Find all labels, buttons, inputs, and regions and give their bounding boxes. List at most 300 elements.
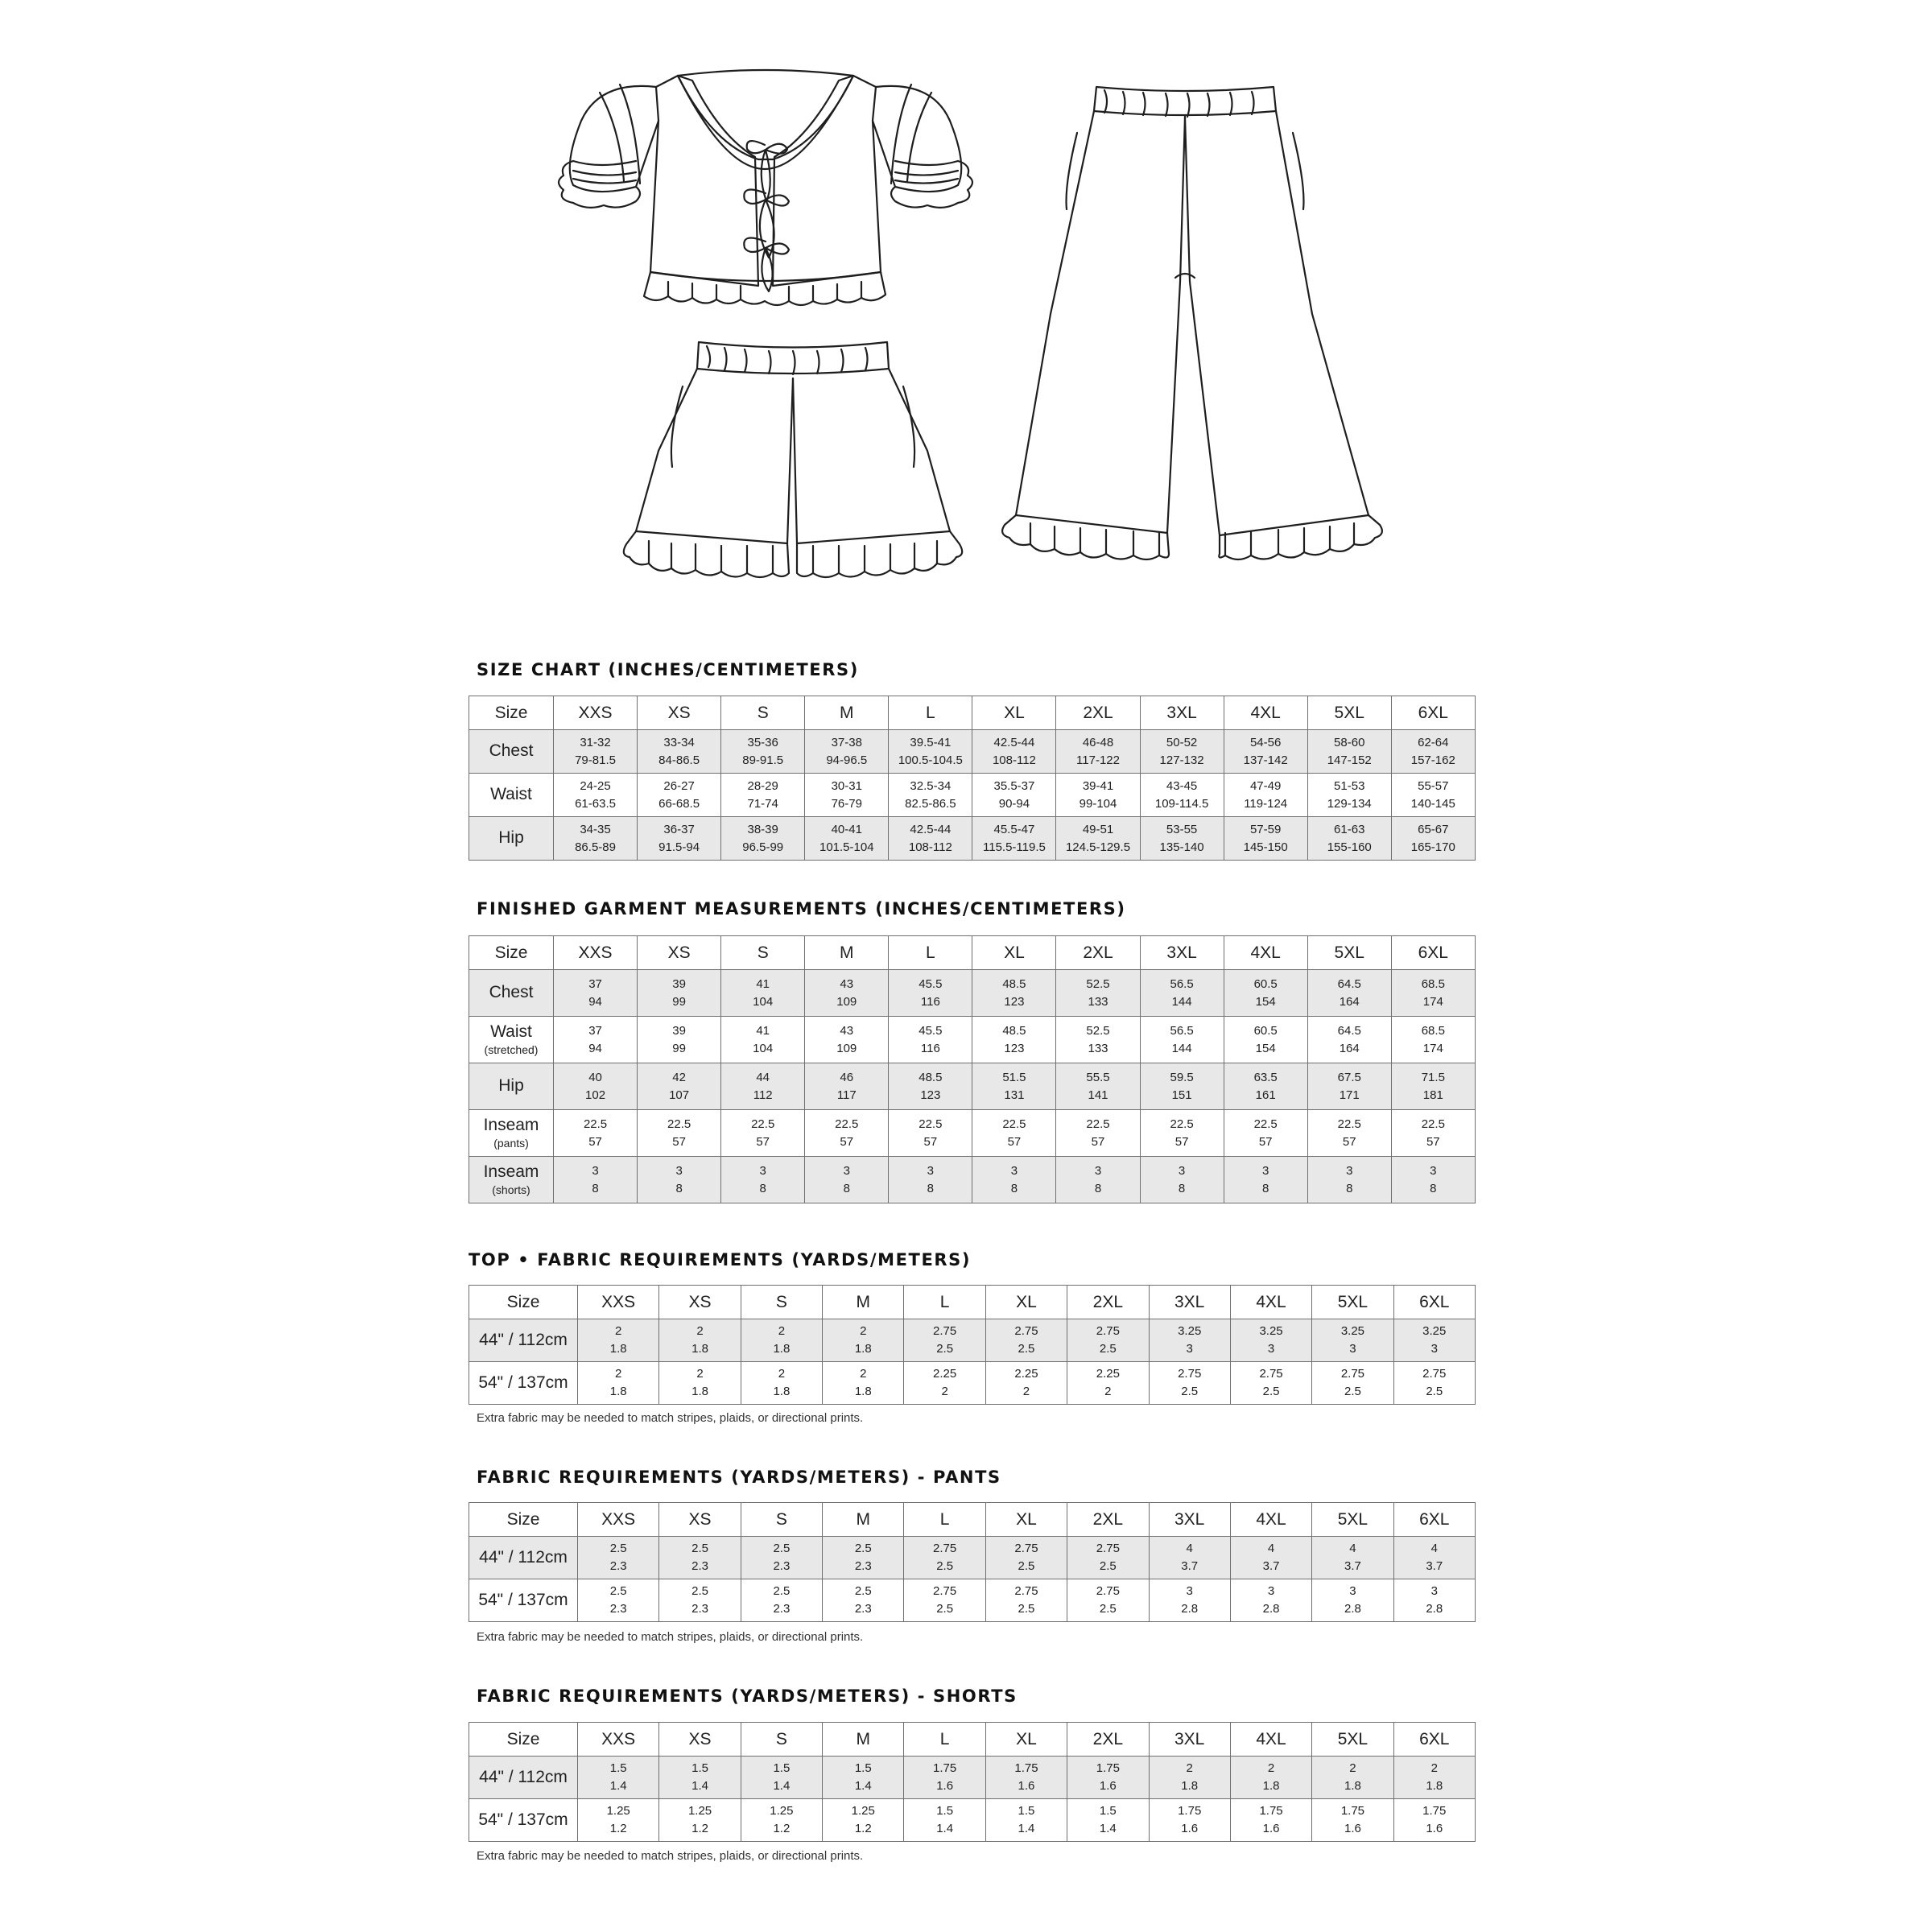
row-label: [469, 1537, 578, 1579]
imperial-value: 1.75: [1340, 1804, 1365, 1818]
measurement-cell: [1149, 1579, 1230, 1622]
metric-value: 57: [1426, 1134, 1440, 1149]
metric-value: 2.8: [1344, 1602, 1361, 1616]
size-header-label: Size: [469, 1286, 578, 1319]
metric-value: 129-134: [1327, 796, 1372, 811]
measurement-cell: [638, 1110, 721, 1157]
size-column-header: 5XL: [1312, 1503, 1393, 1537]
size-column-header: 5XL: [1307, 696, 1391, 730]
row-label-note: (stretched): [484, 1043, 539, 1057]
row-label-text: 54" / 137cm: [478, 1590, 568, 1609]
imperial-value: 31-32: [580, 735, 611, 749]
measurement-cell: [985, 1537, 1067, 1579]
imperial-value: 48.5: [1002, 1023, 1026, 1038]
row-label: [469, 774, 554, 817]
imperial-value: 33-34: [663, 735, 695, 749]
measurement-cell: [972, 730, 1056, 774]
row-label: [469, 817, 554, 861]
row-label-text: Chest: [489, 983, 534, 1002]
measurement-cell: [554, 970, 638, 1017]
measurement-cell: [638, 970, 721, 1017]
metric-value: 61-63.5: [575, 796, 616, 811]
metric-value: 116: [920, 1041, 940, 1055]
measurement-cell: [972, 1110, 1056, 1157]
metric-value: 2.5: [936, 1342, 954, 1356]
size-column-header: 3XL: [1149, 1286, 1230, 1319]
imperial-value: 1.5: [936, 1804, 954, 1818]
imperial-value: 2.75: [933, 1584, 957, 1599]
imperial-value: 46-48: [1082, 735, 1114, 749]
metric-value: 2.5: [1018, 1559, 1035, 1573]
imperial-value: 1.75: [1259, 1804, 1283, 1818]
measurement-cell: [1056, 1157, 1140, 1203]
imperial-value: 1.25: [770, 1804, 794, 1818]
measurement-cell: [889, 730, 972, 774]
metric-value: 151: [1171, 1088, 1192, 1102]
metric-value: 165-170: [1410, 840, 1455, 854]
imperial-value: 45.5: [919, 1023, 943, 1038]
size-column-header: 6XL: [1393, 1503, 1475, 1537]
table-row: [469, 1799, 1476, 1842]
imperial-value: 3: [1349, 1584, 1356, 1599]
metric-value: 2.3: [691, 1559, 708, 1573]
measurement-cell: [889, 1017, 972, 1063]
imperial-value: 2.75: [1096, 1324, 1120, 1339]
metric-value: 109: [836, 994, 857, 1009]
metric-value: 131: [1004, 1088, 1025, 1102]
imperial-value: 3.25: [1178, 1324, 1202, 1339]
imperial-value: 39.5-41: [910, 735, 952, 749]
size-column-header: S: [721, 936, 805, 970]
measurement-cell: [904, 1319, 985, 1362]
imperial-value: 44: [756, 1070, 770, 1084]
measurement-cell: [721, 1063, 805, 1110]
imperial-value: 24-25: [580, 778, 611, 793]
size-column-header: 2XL: [1056, 696, 1140, 730]
metric-value: 2.5: [1262, 1385, 1280, 1398]
imperial-value: 2: [1186, 1761, 1193, 1776]
imperial-value: 32.5-34: [910, 778, 952, 793]
measurement-cell: [1224, 1157, 1307, 1203]
table-header-row: [469, 1723, 1476, 1757]
metric-value: 2.8: [1181, 1602, 1199, 1616]
imperial-value: 37: [588, 1023, 602, 1038]
metric-value: 84-86.5: [658, 753, 700, 767]
measurement-cell: [1230, 1799, 1311, 1842]
metric-value: 2.3: [773, 1602, 791, 1616]
measurement-cell: [659, 1757, 741, 1799]
table-row: [469, 817, 1476, 861]
measurement-cell: [889, 970, 972, 1017]
measurement-cell: [1149, 1757, 1230, 1799]
row-label-text: Inseam: [483, 1162, 539, 1182]
table-row: [469, 1537, 1476, 1579]
size-column-header: XS: [659, 1723, 741, 1757]
imperial-value: 1.75: [1178, 1804, 1202, 1818]
metric-value: 1.8: [1181, 1779, 1199, 1793]
metric-value: 1.8: [773, 1342, 791, 1356]
metric-value: 96.5-99: [742, 840, 784, 854]
measurement-cell: [985, 1362, 1067, 1405]
table-row: [469, 1319, 1476, 1362]
imperial-value: 2.75: [1340, 1367, 1365, 1381]
measurement-cell: [638, 774, 721, 817]
metric-value: 79-81.5: [575, 753, 616, 767]
metric-value: 171: [1339, 1088, 1360, 1102]
metric-value: 8: [759, 1181, 766, 1195]
imperial-value: 22.5: [919, 1117, 943, 1131]
imperial-value: 2.75: [1014, 1584, 1038, 1599]
metric-value: 157-162: [1410, 753, 1455, 767]
size-column-header: XS: [638, 696, 721, 730]
table-row: [469, 970, 1476, 1017]
row-label: [469, 1799, 578, 1842]
size-column-header: XXS: [578, 1503, 659, 1537]
size-column-header: 4XL: [1230, 1503, 1311, 1537]
measurement-cell: [1224, 970, 1307, 1017]
imperial-value: 3: [1346, 1163, 1353, 1178]
measurement-cell: [1056, 1063, 1140, 1110]
imperial-value: 3: [759, 1163, 766, 1178]
measurement-cell: [823, 1537, 904, 1579]
imperial-value: 22.5: [835, 1117, 859, 1131]
measurement-cell: [1056, 970, 1140, 1017]
size-column-header: S: [741, 1286, 822, 1319]
row-label-text: Inseam: [483, 1116, 539, 1135]
imperial-value: 26-27: [663, 778, 695, 793]
imperial-value: 2.5: [773, 1542, 791, 1556]
imperial-value: 22.5: [1170, 1117, 1194, 1131]
metric-value: 2.8: [1262, 1602, 1280, 1616]
imperial-value: 65-67: [1418, 822, 1449, 836]
size-header-label: Size: [469, 936, 554, 970]
measurement-cell: [985, 1799, 1067, 1842]
metric-value: 1.6: [1018, 1779, 1035, 1793]
size-column-header: 6XL: [1391, 696, 1475, 730]
finished-garment-title: FINISHED GARMENT MEASUREMENTS (INCHES/CENTIMETERS): [477, 899, 1126, 919]
metric-value: 8: [1178, 1181, 1186, 1195]
metric-value: 115.5-119.5: [983, 840, 1046, 854]
top-fabric-title: TOP • FABRIC REQUIREMENTS (YARDS/METERS): [469, 1250, 972, 1269]
imperial-value: 22.5: [583, 1117, 608, 1131]
imperial-value: 4: [1430, 1542, 1438, 1556]
measurement-cell: [805, 730, 889, 774]
imperial-value: 22.5: [1002, 1117, 1026, 1131]
size-column-header: 2XL: [1056, 936, 1140, 970]
size-column-header: S: [741, 1503, 822, 1537]
imperial-value: 1.75: [933, 1761, 957, 1776]
measurement-cell: [972, 970, 1056, 1017]
measurement-cell: [805, 817, 889, 861]
measurement-cell: [972, 774, 1056, 817]
metric-value: 8: [1346, 1181, 1353, 1195]
row-label: [469, 1362, 578, 1405]
metric-value: 2.3: [854, 1602, 872, 1616]
measurement-cell: [1056, 1017, 1140, 1063]
measurement-cell: [1140, 970, 1224, 1017]
metric-value: 3.7: [1344, 1559, 1361, 1573]
metric-value: 91.5-94: [658, 840, 700, 854]
size-header-label: Size: [469, 1723, 578, 1757]
pants-fabric-table: [469, 1502, 1476, 1622]
measurement-cell: [1391, 730, 1475, 774]
measurement-cell: [1307, 1063, 1391, 1110]
imperial-value: 3: [1430, 1163, 1437, 1178]
size-column-header: XL: [985, 1723, 1067, 1757]
imperial-value: 45.5: [919, 976, 943, 991]
metric-value: 133: [1088, 994, 1108, 1009]
imperial-value: 2: [860, 1324, 867, 1339]
imperial-value: 2.25: [1014, 1367, 1038, 1381]
measurement-cell: [1307, 817, 1391, 861]
metric-value: 144: [1171, 994, 1192, 1009]
measurement-cell: [721, 970, 805, 1017]
imperial-value: 41: [756, 976, 770, 991]
metric-value: 101.5-104: [819, 840, 874, 854]
metric-value: 140-145: [1410, 796, 1455, 811]
table-header-row: [469, 1286, 1476, 1319]
measurement-cell: [741, 1362, 822, 1405]
imperial-value: 42.5-44: [910, 822, 952, 836]
metric-value: 174: [1422, 994, 1443, 1009]
imperial-value: 2.25: [933, 1367, 957, 1381]
metric-value: 57: [672, 1134, 686, 1149]
measurement-cell: [1067, 1757, 1149, 1799]
metric-value: 123: [1004, 994, 1025, 1009]
imperial-value: 4: [1349, 1542, 1356, 1556]
measurement-cell: [638, 1063, 721, 1110]
imperial-value: 49-51: [1082, 822, 1114, 836]
metric-value: 2.5: [1344, 1385, 1361, 1398]
metric-value: 2.5: [1181, 1385, 1199, 1398]
imperial-value: 1.25: [851, 1804, 875, 1818]
metric-value: 119-124: [1244, 796, 1288, 811]
metric-value: 124.5-129.5: [1065, 840, 1131, 854]
imperial-value: 2.75: [933, 1542, 957, 1556]
size-column-header: M: [805, 936, 889, 970]
metric-value: 137-142: [1243, 753, 1288, 767]
imperial-value: 43: [840, 976, 854, 991]
imperial-value: 3: [1267, 1584, 1275, 1599]
top-fabric-table: [469, 1285, 1476, 1405]
imperial-value: 58-60: [1334, 735, 1365, 749]
imperial-value: 59.5: [1170, 1070, 1194, 1084]
metric-value: 2: [1022, 1385, 1030, 1398]
imperial-value: 34-35: [580, 822, 611, 836]
metric-value: 3: [1186, 1342, 1193, 1356]
imperial-value: 53-55: [1166, 822, 1198, 836]
imperial-value: 3: [1178, 1163, 1186, 1178]
imperial-value: 47-49: [1249, 778, 1282, 793]
imperial-value: 22.5: [1253, 1117, 1278, 1131]
measurement-cell: [1149, 1537, 1230, 1579]
metric-value: 104: [753, 1041, 774, 1055]
metric-value: 8: [1261, 1181, 1269, 1195]
imperial-value: 2.5: [773, 1584, 791, 1599]
measurement-cell: [1230, 1757, 1311, 1799]
measurement-cell: [659, 1799, 741, 1842]
garment-illustrations: [0, 0, 1932, 612]
metric-value: 100.5-104.5: [898, 753, 963, 767]
measurement-cell: [1067, 1319, 1149, 1362]
imperial-value: 3: [843, 1163, 850, 1178]
measurement-cell: [1067, 1799, 1149, 1842]
measurement-cell: [972, 1157, 1056, 1203]
metric-value: 90-94: [998, 796, 1030, 811]
measurement-cell: [1067, 1537, 1149, 1579]
metric-value: 1.6: [1426, 1822, 1443, 1835]
metric-value: 99: [672, 1041, 686, 1055]
metric-value: 1.4: [691, 1779, 708, 1793]
shorts-fabric-title: FABRIC REQUIREMENTS (YARDS/METERS) - SHORTS: [477, 1686, 1018, 1706]
measurement-cell: [1140, 730, 1224, 774]
imperial-value: 63.5: [1253, 1070, 1278, 1084]
measurement-cell: [1307, 730, 1391, 774]
measurement-cell: [1149, 1799, 1230, 1842]
size-column-header: XS: [638, 936, 721, 970]
size-column-header: XL: [972, 696, 1056, 730]
metric-value: 1.2: [609, 1822, 627, 1835]
measurement-cell: [1307, 970, 1391, 1017]
measurement-cell: [659, 1537, 741, 1579]
metric-value: 94: [588, 1041, 602, 1055]
metric-value: 3: [1267, 1342, 1275, 1356]
row-label: [469, 730, 554, 774]
metric-value: 82.5-86.5: [905, 796, 956, 811]
imperial-value: 1.5: [1018, 1804, 1035, 1818]
imperial-value: 45.5-47: [993, 822, 1035, 836]
size-column-header: L: [889, 936, 972, 970]
measurement-cell: [1230, 1362, 1311, 1405]
row-label: [469, 1110, 554, 1157]
row-label-text: 44" / 112cm: [479, 1547, 568, 1567]
measurement-cell: [1393, 1537, 1475, 1579]
measurement-cell: [578, 1579, 659, 1622]
measurement-cell: [638, 817, 721, 861]
metric-value: 2.5: [936, 1559, 954, 1573]
size-column-header: XXS: [578, 1723, 659, 1757]
top-fabric-note: Extra fabric may be needed to match stripes, plaids, or directional prints.: [477, 1411, 864, 1425]
size-column-header: XS: [659, 1503, 741, 1537]
imperial-value: 28-29: [747, 778, 778, 793]
measurement-cell: [805, 1063, 889, 1110]
table-row: [469, 1017, 1476, 1063]
metric-value: 1.8: [1426, 1779, 1443, 1793]
metric-value: 117-122: [1076, 753, 1120, 767]
size-chart-title: SIZE CHART (INCHES/CENTIMETERS): [477, 660, 859, 679]
row-label: [469, 970, 554, 1017]
measurement-cell: [1056, 1110, 1140, 1157]
size-column-header: XXS: [578, 1286, 659, 1319]
metric-value: 116: [920, 994, 940, 1009]
metric-value: 108-112: [992, 753, 1036, 767]
measurement-cell: [1224, 817, 1307, 861]
imperial-value: 22.5: [1421, 1117, 1445, 1131]
measurement-cell: [638, 1157, 721, 1203]
metric-value: 8: [1094, 1181, 1102, 1195]
measurement-cell: [805, 970, 889, 1017]
metric-value: 107: [669, 1088, 690, 1102]
metric-value: 57: [1342, 1134, 1356, 1149]
measurement-cell: [1224, 1110, 1307, 1157]
imperial-value: 2: [696, 1324, 704, 1339]
metric-value: 2.5: [1099, 1559, 1117, 1573]
size-header-label: Size: [469, 1503, 578, 1537]
metric-value: 57: [923, 1134, 938, 1149]
imperial-value: 2: [615, 1324, 622, 1339]
metric-value: 2.5: [936, 1602, 954, 1616]
metric-value: 76-79: [831, 796, 862, 811]
row-label-text: Waist: [490, 785, 532, 804]
row-label: [469, 1319, 578, 1362]
measurement-cell: [904, 1537, 985, 1579]
metric-value: 109: [836, 1041, 857, 1055]
metric-value: 2.3: [609, 1559, 627, 1573]
measurement-cell: [823, 1319, 904, 1362]
size-column-header: M: [823, 1723, 904, 1757]
metric-value: 117: [836, 1088, 857, 1102]
measurement-cell: [1393, 1579, 1475, 1622]
measurement-cell: [1391, 774, 1475, 817]
imperial-value: 4: [1186, 1542, 1193, 1556]
metric-value: 1.4: [936, 1822, 954, 1835]
imperial-value: 1.5: [609, 1761, 627, 1776]
measurement-cell: [1224, 1063, 1307, 1110]
metric-value: 1.2: [854, 1822, 872, 1835]
imperial-value: 3.25: [1259, 1324, 1283, 1339]
measurement-cell: [1312, 1579, 1393, 1622]
size-column-header: 2XL: [1067, 1723, 1149, 1757]
imperial-value: 2.5: [691, 1542, 708, 1556]
metric-value: 2: [941, 1385, 948, 1398]
imperial-value: 62-64: [1418, 735, 1449, 749]
measurement-cell: [554, 817, 638, 861]
measurement-cell: [805, 1017, 889, 1063]
metric-value: 2.5: [1099, 1342, 1117, 1356]
metric-value: 145-150: [1243, 840, 1288, 854]
size-column-header: L: [889, 696, 972, 730]
metric-value: 1.6: [1099, 1779, 1117, 1793]
metric-value: 89-91.5: [742, 753, 784, 767]
measurement-cell: [578, 1799, 659, 1842]
metric-value: 1.2: [773, 1822, 791, 1835]
metric-value: 3.7: [1426, 1559, 1443, 1573]
metric-value: 141: [1088, 1088, 1108, 1102]
size-column-header: XS: [659, 1286, 741, 1319]
imperial-value: 52.5: [1086, 1023, 1110, 1038]
measurement-cell: [741, 1319, 822, 1362]
measurement-cell: [1307, 774, 1391, 817]
measurement-cell: [904, 1799, 985, 1842]
imperial-value: 2: [1267, 1761, 1275, 1776]
metric-value: 144: [1171, 1041, 1192, 1055]
measurement-cell: [904, 1579, 985, 1622]
size-column-header: 5XL: [1307, 936, 1391, 970]
metric-value: 1.8: [854, 1342, 872, 1356]
table-row: [469, 1362, 1476, 1405]
imperial-value: 67.5: [1337, 1070, 1361, 1084]
measurement-cell: [1307, 1017, 1391, 1063]
size-column-header: XL: [985, 1503, 1067, 1537]
size-column-header: M: [823, 1286, 904, 1319]
size-column-header: M: [823, 1503, 904, 1537]
imperial-value: 46: [840, 1070, 854, 1084]
metric-value: 1.8: [1262, 1779, 1280, 1793]
imperial-value: 55.5: [1086, 1070, 1110, 1084]
imperial-value: 48.5: [1002, 976, 1026, 991]
imperial-value: 4: [1267, 1542, 1275, 1556]
imperial-value: 38-39: [747, 822, 778, 836]
